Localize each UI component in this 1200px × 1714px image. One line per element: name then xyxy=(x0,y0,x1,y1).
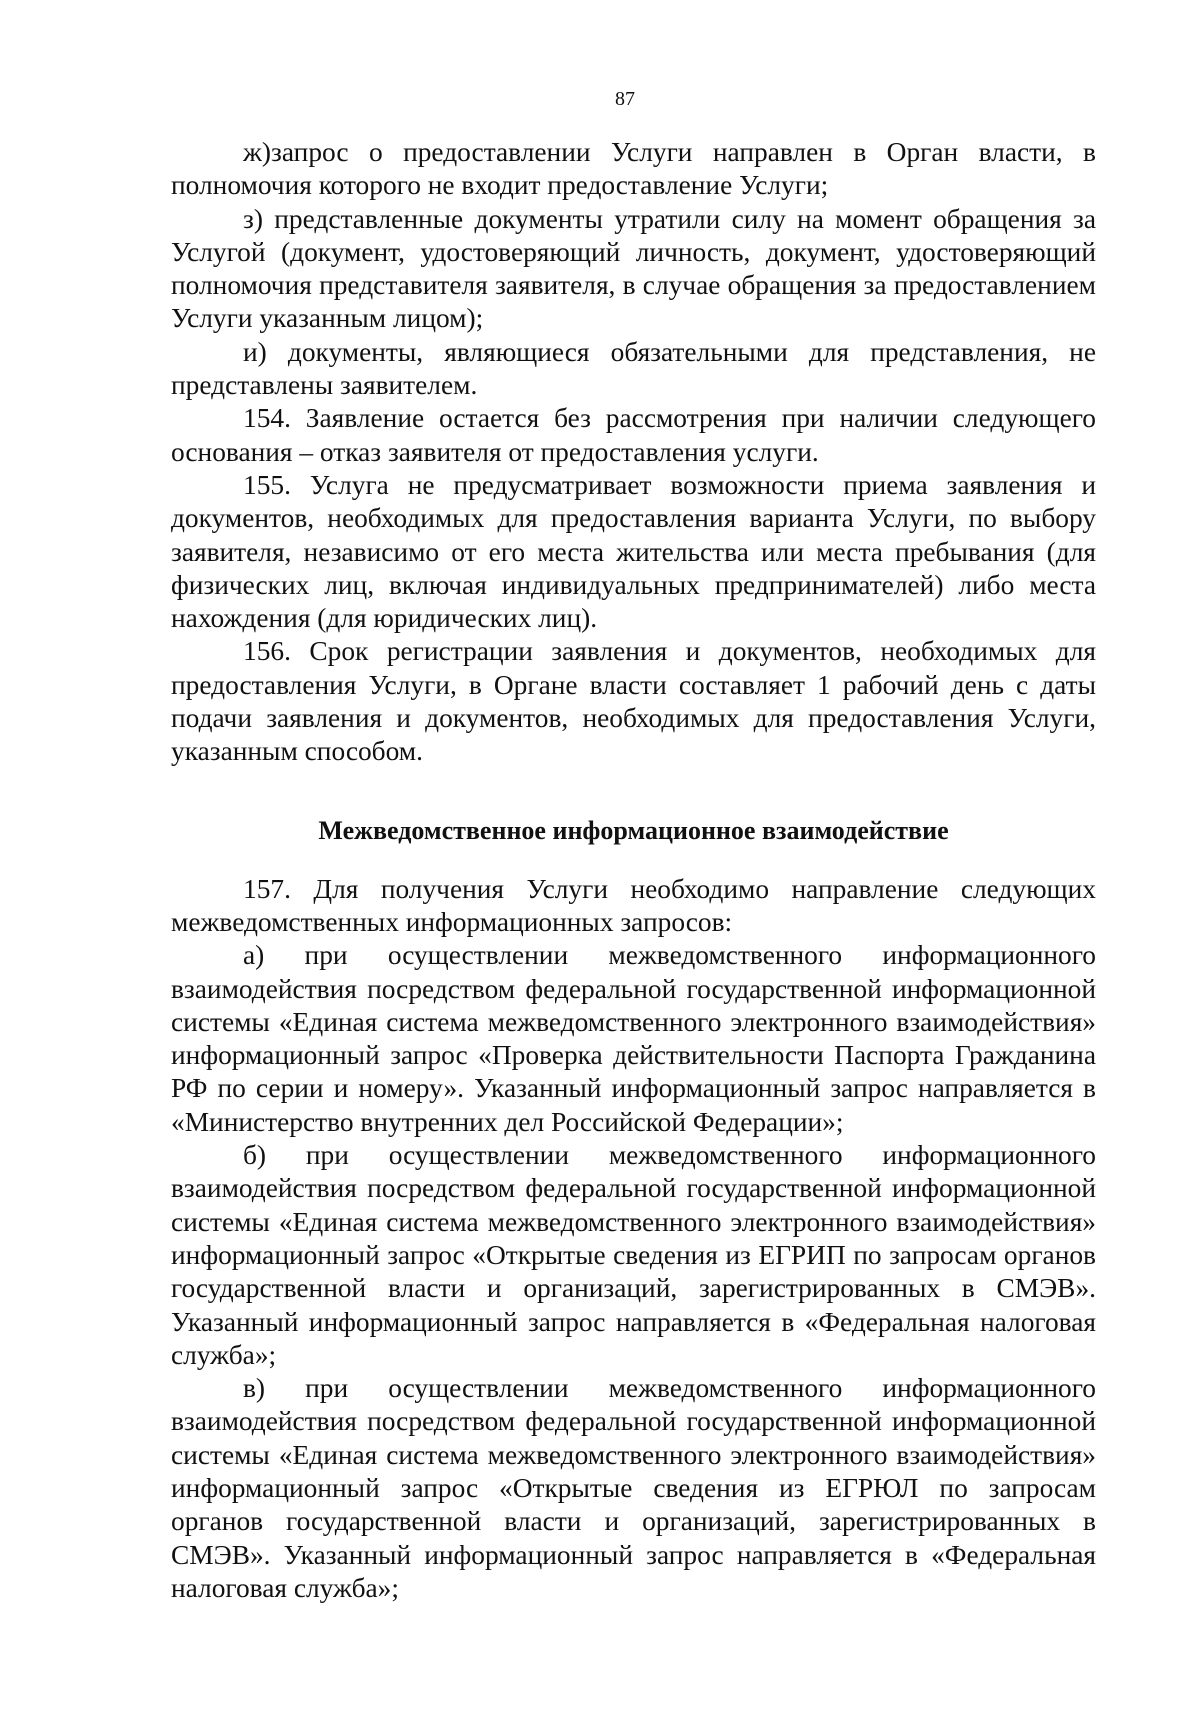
section-heading: Межведомственное информационное взаимодействие xyxy=(318,815,949,845)
paragraph-z: з) представленные документы утратили силу на момент обращения за Услугой (документ, удостоверяющий личность, документ, удостоверяющий полномочия представителя заявителя, в случае обращения за предоставлением Услуги указанным лицом); xyxy=(171,203,1096,334)
paragraph-i: и) документы, являющиеся обязательными для представления, не представлены заявителем. xyxy=(171,336,1096,401)
paragraph-157: 157. Для получения Услуги необходимо направление следующих межведомственных информационных запросов: xyxy=(171,873,1096,937)
document-body xyxy=(171,136,1096,1605)
paragraph-zh: ж)запрос о предоставлении Услуги направлен в Орган власти, в полномочия которого не входит предоставление Услуги; xyxy=(171,137,1096,201)
page-number: 87 xyxy=(615,88,635,110)
paragraph-156: 156. Срок регистрации заявления и документов, необходимых для предоставления Услуги, в Органе власти составляет 1 рабочий день с даты подачи заявления и документов, необходимых для предоставления Услуги, указанным способом. xyxy=(171,636,1096,767)
paragraph-154: 154. Заявление остается без рассмотрения при наличии следующего основания – отказ заявителя от предоставления услуги. xyxy=(171,403,1096,467)
paragraph-155: 155. Услуга не предусматривает возможности приема заявления и документов, необходимых для предоставления варианта Услуги, по выбору заявителя, независимо от его места жительства или места пребывания (для физических лиц, включая индивидуальных предпринимателей) либо места нахождения (для юридических лиц). xyxy=(171,469,1096,634)
paragraph-157-v: в) при осуществлении межведомственного информационного взаимодействия посредством федеральной государственной информационной системы «Единая система межведомственного электронного взаимодействия» информационный запрос «Открытые сведения из ЕГРЮЛ по запросам органов государственной власти и организаций, зарегистрированных в СМЭВ». Указанный информационный запрос направляется в «Федеральная налоговая служба»; xyxy=(171,1373,1096,1603)
paragraph-157-b: б) при осуществлении межведомственного информационного взаимодействия посредством федеральной государственной информационной системы «Единая система межведомственного электронного взаимодействия» информационный запрос «Открытые сведения из ЕГРИП по запросам органов государственной власти и организаций, зарегистрированных в СМЭВ». Указанный информационный запрос направляется в «Федеральная налоговая служба»; xyxy=(171,1140,1096,1370)
paragraph-157-a: а) при осуществлении межведомственного информационного взаимодействия посредством федеральной государственной информационной системы «Единая система межведомственного электронного взаимодействия» информационный запрос «Проверка действительности Паспорта Гражданина РФ по серии и номеру». Указанный информационный запрос направляется в «Министерство внутренних дел Российской Федерации»; xyxy=(171,940,1096,1137)
